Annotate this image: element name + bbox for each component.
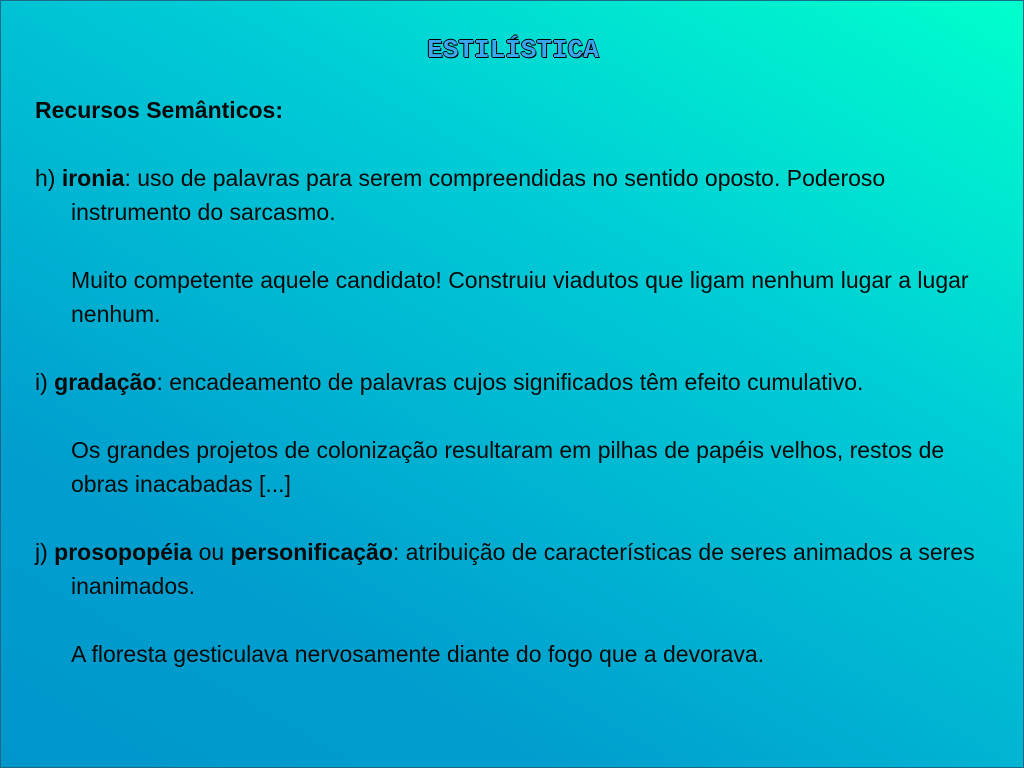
- item-gradacao: [35, 365, 1000, 399]
- item-term: ironia: [61, 165, 125, 191]
- slide-body: [35, 93, 1000, 671]
- section-heading: [35, 93, 1000, 127]
- spacer: [35, 127, 1000, 161]
- item-prosopopeia: [35, 535, 1000, 603]
- item-definition: : encadeamento de palavras cujos significados têm efeito cumulativo.: [156, 369, 864, 395]
- item-example: A floresta gesticulava nervosamente diante do fogo que a devorava.: [71, 641, 765, 667]
- spacer: [35, 603, 1000, 637]
- section-heading-text: Recursos Semânticos: [35, 97, 276, 123]
- spacer: [35, 399, 1000, 433]
- item-ironia: [35, 161, 1000, 229]
- item-definition: : uso de palavras para serem compreendidas no sentido oposto. Poderoso instrumento do sarcasmo.: [71, 165, 886, 225]
- slide-title: ESTILÍSTICA: [427, 35, 599, 65]
- spacer: [35, 229, 1000, 263]
- spacer: [35, 501, 1000, 535]
- section-heading-colon: :: [275, 97, 283, 123]
- item-marker: h): [35, 165, 62, 191]
- item-definition: : atribuição de características de seres animados a seres inanimados.: [71, 539, 975, 599]
- item-connector: ou: [192, 539, 231, 565]
- item-term: prosopopéia: [54, 539, 193, 565]
- item-term: gradação: [54, 369, 157, 395]
- spacer: [35, 331, 1000, 365]
- item-marker: j): [35, 539, 55, 565]
- item-example: Muito competente aquele candidato! Construiu viadutos que ligam nenhum lugar a lugar nenhum.: [71, 267, 969, 327]
- item-example: Os grandes projetos de colonização resultaram em pilhas de papéis velhos, restos de obras inacabadas [...]: [71, 437, 945, 497]
- item-marker: i): [35, 369, 55, 395]
- item-term-secondary: personificação: [230, 539, 393, 565]
